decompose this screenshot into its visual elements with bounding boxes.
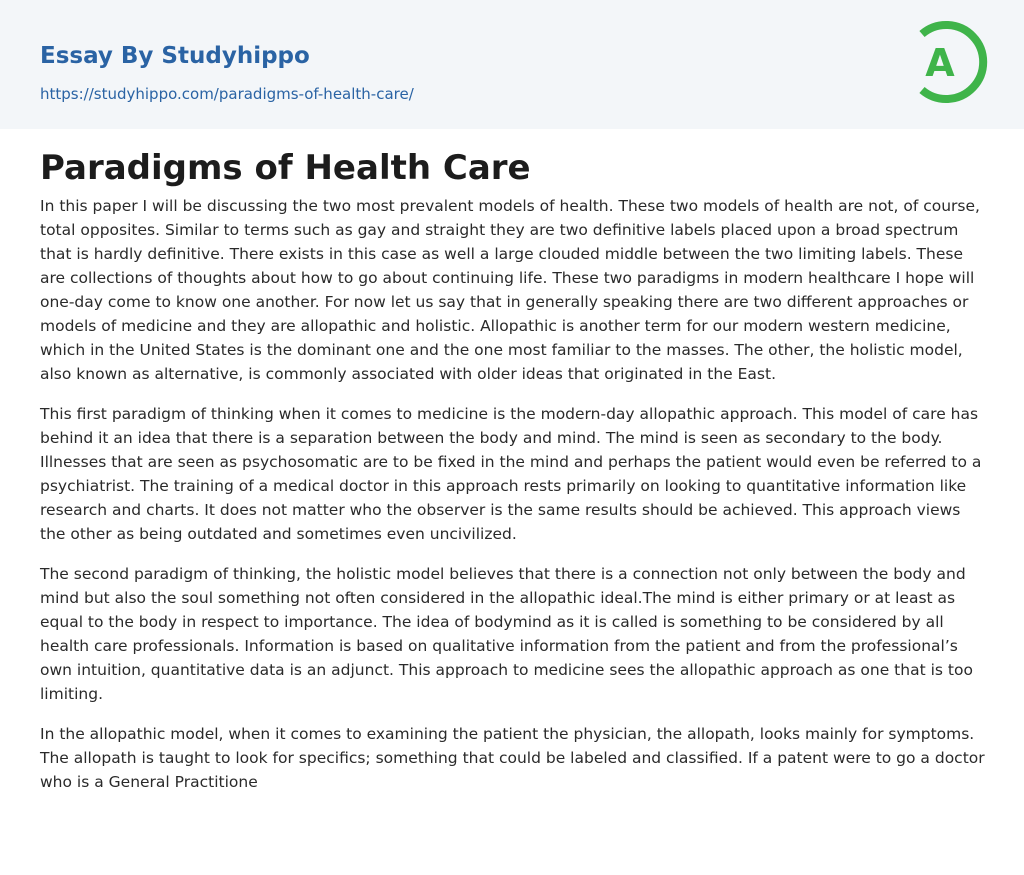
article-paragraph: This first paradigm of thinking when it comes to medicine is the modern-day allopathic approach. This model of care has behind it an idea that there is a separation between the body and mind. The mind is seen as secondary to the body. Illnesses that are seen as psychosomatic are to be fixed in the mind and perhaps the patient would even be referred to a psychiatrist. The training of a medical doctor in this approach rests primarily on looking to quantitative information like research and charts. It does not matter who the observer is the same results should be achieved. This approach views the other as being outdated and sometimes even uncivilized.	[40, 405, 982, 543]
logo-letter: A	[925, 41, 955, 85]
article-body	[40, 194, 988, 810]
studyhippo-logo-icon[interactable]	[904, 16, 990, 108]
article-paragraph: In this paper I will be discussing the two most prevalent models of health. These two models of health are not, of course, total opposites. Similar to terms such as gay and straight they are two definitive labels placed upon a broad spectrum that is hardly definitive. There exists in this case as well a large clouded middle between the two limiting labels. These are collections of thoughts about how to go about continuing life. These two paradigms in modern healthcare I hope will one-day come to know one another. For now let us say that in generally speaking there are two different approaches or models of medicine and they are allopathic and holistic. Allopathic is another term for our modern western medicine, which in the United States is the dominant one and the one most familiar to the masses. The other, the holistic model, also known as alternative, is commonly associated with older ideas that originated in the East.	[40, 197, 980, 383]
brand-title[interactable]: Essay By Studyhippo	[40, 43, 310, 69]
essay-url-link[interactable]: https://studyhippo.com/paradigms-of-health-care/	[40, 85, 414, 103]
article-paragraph: In the allopathic model, when it comes to examining the patient the physician, the allopath, looks mainly for symptoms. The allopath is taught to look for specifics; something that could be labeled and classified. If a patent were to go a doctor who is a General Practitione	[40, 725, 985, 791]
article-title: Paradigms of Health Care	[40, 148, 531, 188]
article-paragraph: The second paradigm of thinking, the holistic model believes that there is a connection not only between the body and mind but also the soul something not often considered in the allopathic ideal.The mind is either primary or at least as equal to the body in respect to importance. The idea of bodymind as it is called is something to be considered by all health care professionals. Information is based on qualitative information from the patient and from the professional’s own intuition, quantitative data is an adjunct. This approach to medicine sees the allopathic approach as one that is too limiting.	[40, 565, 973, 703]
site-header	[0, 0, 1024, 129]
